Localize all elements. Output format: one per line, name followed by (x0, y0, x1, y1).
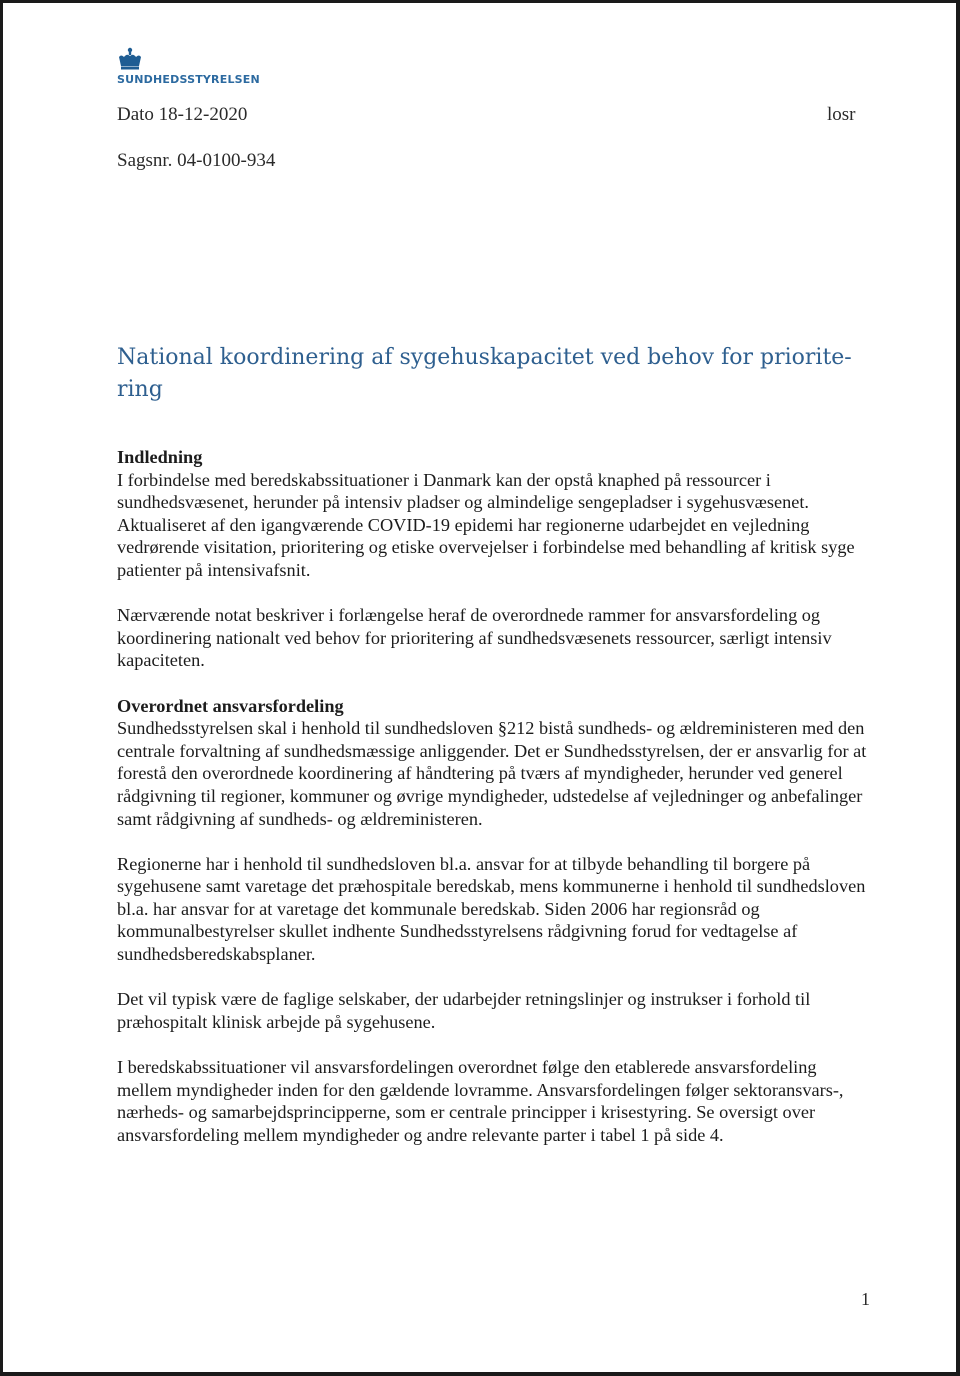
author-initials: losr (827, 104, 856, 125)
section-introduction (117, 446, 873, 672)
document-body (117, 446, 873, 1169)
section-heading: Indledning (117, 447, 203, 467)
crown-icon (117, 47, 143, 71)
section-responsibility (117, 695, 873, 1147)
logo (117, 47, 260, 86)
document-date: Dato 18-12-2020 (117, 104, 248, 125)
case-number: Sagsnr. 04-0100-934 (117, 150, 276, 171)
section-heading: Overordnet ansvarsfordeling (117, 695, 344, 716)
logo-text: SUNDHEDSSTYRELSEN (117, 73, 260, 86)
paragraph: I forbindelse med beredskabssituationer i Danmark kan der opstå knaphed på ressourcer i sundhedsvæsenet, herunder på intensiv pladser og almindelige sengepladser i sygehusvæsenet. Aktualiseret af den igangværende COVID-19 epidemi har regionerne udarbejdet en vejledning vedrørende visitation, prioritering og etiske overvejelser i forbindelse med behandling af kritisk syge patienter på intensivafsnit. (117, 469, 855, 580)
document-title (117, 342, 877, 406)
paragraph: Det vil typisk være de faglige selskaber, der udarbejder retningslinjer og instrukser i forhold til præhospitalt klinisk arbejde på sygehusene. (117, 989, 811, 1032)
paragraph: Sundhedsstyrelsen skal i henhold til sundhedsloven §212 bistå sundheds- og ældreministeren med den centrale forvaltning af sundhedsmæssige anliggender. Det er Sundhedsstyrelsen, der er ansvarlig for at forestå den overordnede koordinering af håndtering på tværs af myndigheder, herunder ved generel rådgivning til regioner, kommuner og øvrige myndigheder, udstedelse af vejledninger og anbefalinger samt rådgivning af sundheds- og ældreministeren. (117, 718, 867, 829)
paragraph: I beredskabssituationer vil ansvarsfordelingen overordnet følge den etablerede ansvarsfordeling mellem myndigheder inden for den gældende lovramme. Ansvarsfordelingen følger sektoransvars-, nærheds- og samarbejdsprincipperne, som er centrale principper i krisestyring. Se oversigt over ansvarsfordeling mellem myndigheder og andre relevante parter i tabel 1 på side 4. (117, 1057, 844, 1145)
page-number: 1 (861, 1289, 870, 1309)
document-title-text: National koordinering af sygehuskapacitet ved behov for priorite- ring (117, 345, 852, 402)
paragraph: Nærværende notat beskriver i forlængelse heraf de overordnede rammer for ansvarsfordeling og koordinering nationalt ved behov for prioritering af sundhedsvæsenets ressourcer, særligt intensiv kapaciteten. (117, 605, 832, 671)
paragraph: Regionerne har i henhold til sundhedsloven bl.a. ansvar for at tilbyde behandling til borgere på sygehusene samt varetage det præhospitale beredskab, mens kommunerne i henhold til sundhedsloven bl.a. har ansvar for at varetage det kommunale beredskab. Siden 2006 har regionsråd og kommunalbestyrelser skullet indhente Sundhedsstyrelsens rådgivning forud for vedtagelse af sundhedsberedskabsplaner. (117, 853, 866, 965)
